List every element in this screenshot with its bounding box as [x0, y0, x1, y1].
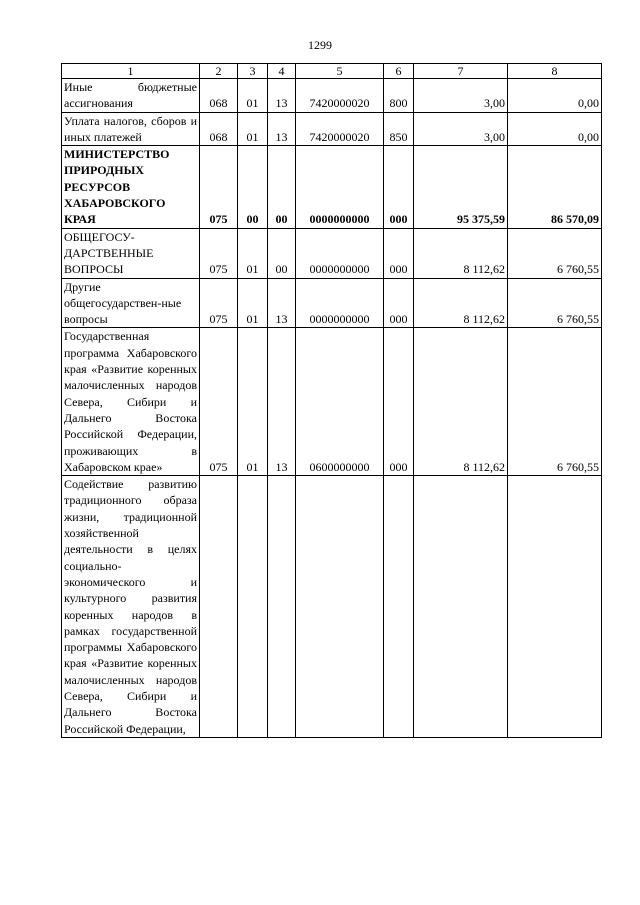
row-name: Иные бюджетные ассигнования	[62, 79, 200, 113]
row-col5: 7420000020	[296, 79, 384, 113]
row-col2: 075	[200, 228, 238, 278]
row-col8: 0,00	[508, 112, 602, 146]
row-col4	[268, 476, 296, 738]
row-name: ОБЩЕГОСУ-ДАРСТВЕННЫЕ ВОПРОСЫ	[62, 228, 200, 278]
header-cell: 7	[414, 64, 508, 79]
table-row	[62, 146, 602, 228]
table-row	[62, 328, 602, 476]
row-col6: 000	[384, 328, 414, 476]
row-col4: 13	[268, 112, 296, 146]
row-col7: 3,00	[414, 112, 508, 146]
row-col2: 075	[200, 328, 238, 476]
row-col4: 13	[268, 328, 296, 476]
row-col7: 95 375,59	[414, 146, 508, 228]
row-col3: 01	[238, 328, 268, 476]
header-cell: 4	[268, 64, 296, 79]
page-number: 1299	[308, 38, 332, 52]
row-col7	[414, 476, 508, 738]
table-row	[62, 476, 602, 738]
row-col5	[296, 476, 384, 738]
row-col5: 0000000000	[296, 228, 384, 278]
row-col7: 8 112,62	[414, 228, 508, 278]
row-col4: 00	[268, 146, 296, 228]
row-col4: 13	[268, 278, 296, 328]
row-col5: 0000000000	[296, 146, 384, 228]
header-cell: 6	[384, 64, 414, 79]
row-col8: 86 570,09	[508, 146, 602, 228]
row-col8: 6 760,55	[508, 328, 602, 476]
row-col5: 7420000020	[296, 112, 384, 146]
row-col7: 8 112,62	[414, 328, 508, 476]
header-cell: 2	[200, 64, 238, 79]
row-col2: 068	[200, 79, 238, 113]
row-col2	[200, 476, 238, 738]
table-row	[62, 278, 602, 328]
row-name: Государственная программа Хабаровского края «Развитие коренных малочисленных народов Севера, Сибири и Дальнего Востока Российской Федерации, проживающих в Хабаровском крае»	[62, 328, 200, 476]
header-cell: 5	[296, 64, 384, 79]
header-cell: 1	[62, 64, 200, 79]
table-row	[62, 228, 602, 278]
row-col8	[508, 476, 602, 738]
row-col5: 0600000000	[296, 328, 384, 476]
row-col8: 6 760,55	[508, 278, 602, 328]
row-col8: 6 760,55	[508, 228, 602, 278]
row-col4: 00	[268, 228, 296, 278]
row-col5: 0000000000	[296, 278, 384, 328]
row-col6	[384, 476, 414, 738]
row-col3: 01	[238, 228, 268, 278]
table-row	[62, 79, 602, 113]
row-col7: 3,00	[414, 79, 508, 113]
row-col2: 075	[200, 146, 238, 228]
row-col3: 01	[238, 79, 268, 113]
table-row	[62, 112, 602, 146]
row-col8: 0,00	[508, 79, 602, 113]
row-name: Содействие развитию традиционного образа жизни, традиционной хозяйственной деятельности в целях социально-экономического и культурного развития коренных народов в рамках государственной программы Хабаровского края «Развитие коренных малочисленных народов Севера, Сибири и Дальнего Востока Российской Федерации,	[62, 476, 200, 738]
budget-table	[61, 63, 602, 738]
row-name: Другие общегосударствен-ные вопросы	[62, 278, 200, 328]
header-cell: 3	[238, 64, 268, 79]
row-col6: 000	[384, 278, 414, 328]
row-name: Уплата налогов, сборов и иных платежей	[62, 112, 200, 146]
row-col3: 01	[238, 278, 268, 328]
header-cell: 8	[508, 64, 602, 79]
row-col7: 8 112,62	[414, 278, 508, 328]
row-col4: 13	[268, 79, 296, 113]
row-name: МИНИСТЕРСТВО ПРИРОДНЫХ РЕСУРСОВ ХАБАРОВСКОГО КРАЯ	[62, 146, 200, 228]
row-col3: 00	[238, 146, 268, 228]
row-col6: 000	[384, 228, 414, 278]
row-col6: 850	[384, 112, 414, 146]
row-col6: 800	[384, 79, 414, 113]
table-header-row	[62, 64, 602, 79]
row-col3	[238, 476, 268, 738]
row-col2: 075	[200, 278, 238, 328]
row-col2: 068	[200, 112, 238, 146]
row-col3: 01	[238, 112, 268, 146]
row-col6: 000	[384, 146, 414, 228]
